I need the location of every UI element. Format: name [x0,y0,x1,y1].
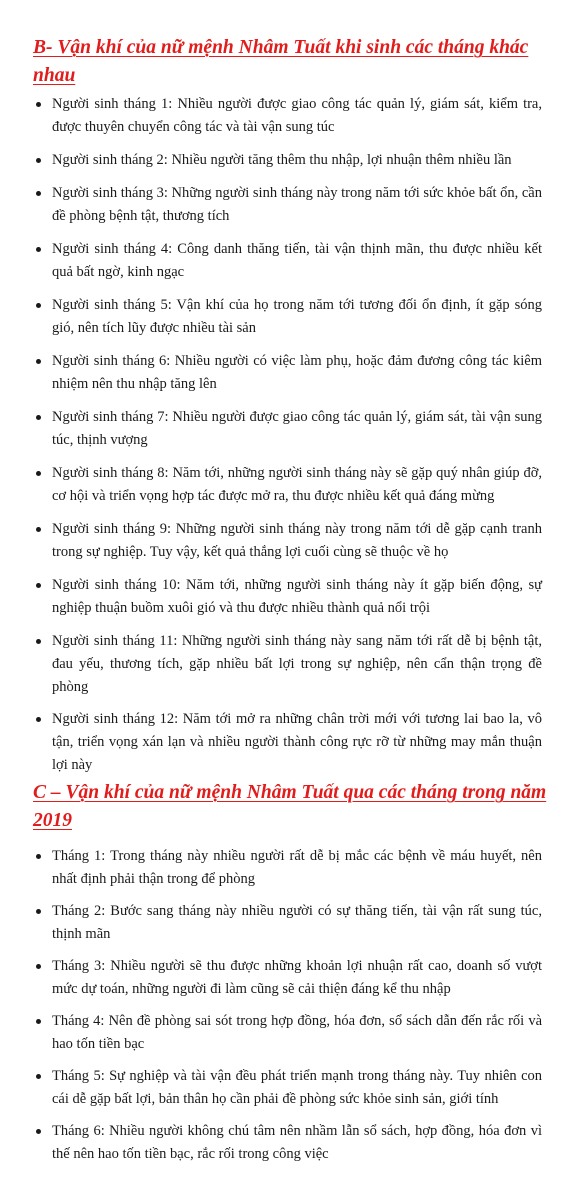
list-item [52,238,542,284]
list-item [52,93,542,139]
list-item-text: Người sinh tháng 12: Năm tới mở ra những chân trời mới với tương lai bao la, vô tận, triển vọng xán lạn và nhiều người thành công rực rỡ từ những may mắn thuận lợi này [52,711,542,773]
bullet-icon [36,102,41,107]
list-item [52,708,542,777]
list-item-text: Người sinh tháng 2: Nhiều người tăng thêm thu nhập, lợi nhuận thêm nhiều lần [52,152,512,168]
list-item [52,900,542,946]
bullet-icon [36,247,41,252]
list-item-text: Người sinh tháng 8: Năm tới, những người sinh tháng này sẽ gặp quý nhân giúp đỡ, cơ hội và triển vọng hợp tác được mở ra, thu được nhiều kết quả đáng mừng [52,465,542,504]
list-item [52,955,542,1001]
section-c-heading: C – Vận khí của nữ mệnh Nhâm Tuất qua các tháng trong năm 2019 [33,782,547,831]
list-item-text: Tháng 2: Bước sang tháng này nhiều người có sự thăng tiến, tài vận rất sung túc, thịnh mãn [52,903,542,942]
list-item-text: Tháng 5: Sự nghiệp và tài vận đều phát triển mạnh trong tháng này. Tuy nhiên con cái dễ gặp bất lợi, bản thân họ cần phải đề phòng sức khỏe sinh sản, giới tính [52,1068,542,1107]
section-c-list [52,845,542,1175]
list-item [52,462,542,508]
section-b-list [52,93,542,786]
bullet-icon [36,303,41,308]
list-item [52,149,542,172]
bullet-icon [36,964,41,969]
list-item [52,350,542,396]
list-item [52,1010,542,1056]
bullet-icon [36,191,41,196]
list-item-text: Người sinh tháng 7: Nhiều người được giao công tác quản lý, giám sát, tài vận sung túc, thịnh vượng [52,409,542,448]
bullet-icon [36,639,41,644]
list-item-text: Người sinh tháng 9: Những người sinh tháng này trong năm tới dễ gặp cạnh tranh trong sự nghiệp. Tuy vậy, kết quả thắng lợi cuối cùng sẽ thuộc về họ [52,521,542,560]
list-item-text: Người sinh tháng 6: Nhiều người có việc làm phụ, hoặc đảm đương công tác kiêm nhiệm nên thu nhập tăng lên [52,353,542,392]
bullet-icon [36,359,41,364]
bullet-icon [36,415,41,420]
list-item-text: Tháng 6: Nhiều người không chú tâm nên nhầm lẫn sổ sách, hợp đồng, hóa đơn vì thế nên hao tốn tiền bạc, rắc rối trong công việc [52,1123,542,1162]
bullet-icon [36,854,41,859]
bullet-icon [36,909,41,914]
list-item-text: Người sinh tháng 4: Công danh thăng tiến, tài vận thịnh mãn, thu được nhiều kết quả bất ngờ, kinh ngạc [52,241,542,280]
bullet-icon [36,1074,41,1079]
list-item [52,845,542,891]
list-item-text: Người sinh tháng 3: Những người sinh tháng này trong năm tới sức khỏe bất ổn, cần đề phòng bệnh tật, thương tích [52,185,542,224]
list-item-text: Tháng 4: Nên đề phòng sai sót trong hợp đồng, hóa đơn, sổ sách dẫn đến rắc rối và hao tốn tiền bạc [52,1013,542,1052]
section-b-heading: B- Vận khí của nữ mệnh Nhâm Tuất khi sinh các tháng khác nhau [33,37,529,86]
bullet-icon [36,717,41,722]
list-item [52,1065,542,1111]
bullet-icon [36,1019,41,1024]
list-item [52,1120,542,1166]
bullet-icon [36,158,41,163]
list-item-text: Tháng 1: Trong tháng này nhiều người rất dễ bị mắc các bệnh về máu huyết, nên nhất định phải thận trong để phòng [52,848,542,887]
list-item-text: Người sinh tháng 10: Năm tới, những người sinh tháng này ít gặp biến động, sự nghiệp thuận buồm xuôi gió và thu được nhiều thành quả nổi trội [52,577,542,616]
list-item [52,294,542,340]
list-item-text: Người sinh tháng 1: Nhiều người được giao công tác quản lý, giám sát, kiểm tra, được thuyên chuyển công tác và tài vận sung túc [52,96,542,135]
list-item [52,574,542,620]
bullet-icon [36,583,41,588]
bullet-icon [36,1129,41,1134]
bullet-icon [36,527,41,532]
list-item-text: Người sinh tháng 11: Những người sinh tháng này sang năm tới rất dễ bị bệnh tật, đau yếu, thương tích, gặp nhiều bất lợi trong sự nghiệp, nên cẩn thận trọng đề phòng [52,633,542,695]
list-item [52,406,542,452]
list-item [52,630,542,699]
list-item [52,518,542,564]
list-item-text: Người sinh tháng 5: Vận khí của họ trong năm tới tương đối ổn định, ít gặp sóng gió, nên tích lũy được nhiều tài sản [52,297,542,336]
bullet-icon [36,471,41,476]
list-item-text: Tháng 3: Nhiều người sẽ thu được những khoản lợi nhuận rất cao, doanh số vượt mức dự toán, những người đi làm cũng sẽ cải thiện đáng kể thu nhập [52,958,542,997]
list-item [52,182,542,228]
